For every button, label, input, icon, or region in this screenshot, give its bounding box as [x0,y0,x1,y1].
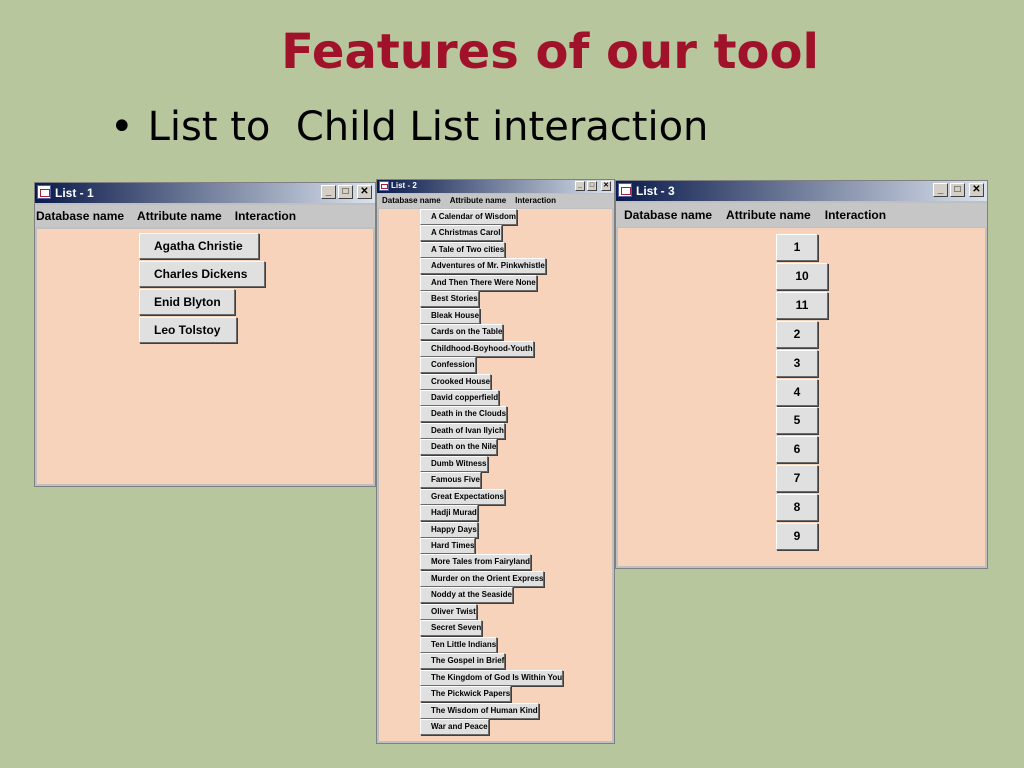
list-item-button[interactable]: Crooked House [420,374,491,390]
bullet-text: List to Child List interaction [147,104,709,150]
list-item-button[interactable]: Murder on the Orient Express [420,571,544,587]
title-bar[interactable] [377,180,614,193]
list-item-button[interactable]: And Then There Were None [420,275,537,291]
window-list-3 [615,180,988,569]
bullet-symbol: • [110,104,134,150]
list-item-button[interactable]: More Tales from Fairyland [420,554,531,570]
list-area [379,209,612,741]
list-item-button[interactable]: Childhood-Boyhood-Youth [420,341,534,357]
list-item-button[interactable]: 5 [776,407,818,434]
list-item-button[interactable]: Confession [420,357,476,373]
list-item-button[interactable]: Ten Little Indians [420,637,497,653]
list-item-button[interactable]: Happy Days [420,522,478,538]
window-list-2 [376,179,615,744]
window-title: List - 1 [55,186,94,200]
list-item-button[interactable]: Hard Times [420,538,475,554]
menu-attribute-name[interactable]: Attribute name [449,196,507,205]
title-bar[interactable] [35,183,375,203]
menu-interaction[interactable]: Interaction [824,208,887,222]
menu-bar [377,194,614,208]
app-icon [379,181,389,191]
menu-database-name[interactable]: Database name [36,209,125,223]
list-item-button[interactable]: Bleak House [420,308,480,324]
list-item-button[interactable]: 9 [776,523,818,550]
list-item-button[interactable]: 1 [776,234,818,261]
list-area [37,229,373,484]
window-title: List - 3 [636,184,675,198]
window-title: List - 2 [391,181,417,190]
close-button[interactable]: ✕ [357,185,372,199]
menu-database-name[interactable]: Database name [382,196,441,205]
maximize-button[interactable]: □ [338,185,353,199]
list-item-button[interactable]: 4 [776,379,818,406]
list-item-button[interactable]: A Tale of Two cities [420,242,505,258]
app-icon [37,185,51,199]
close-button[interactable]: ✕ [969,183,984,197]
list-item-button[interactable]: Death in the Clouds [420,406,507,422]
list-item-button[interactable]: The Kingdom of God Is Within You [420,670,563,686]
list-item-button[interactable]: The Wisdom of Human Kind [420,703,539,719]
list-item-button[interactable]: Oliver Twist [420,604,477,620]
list-item-button[interactable]: Death of Ivan Ilyich [420,423,505,439]
menu-bar [35,205,375,227]
minimize-button[interactable]: _ [933,183,948,197]
menu-attribute-name[interactable]: Attribute name [726,208,811,222]
bullet-point [110,104,708,150]
close-button[interactable]: ✕ [601,181,611,191]
list-item-button[interactable]: 3 [776,350,818,377]
list-item-button[interactable]: Hadji Murad [420,505,478,521]
list-item-button[interactable]: Charles Dickens [139,261,265,287]
menu-bar [616,203,987,227]
list-item-button[interactable]: A Christmas Carol [420,225,502,241]
maximize-button[interactable]: □ [950,183,965,197]
slide-title: Features of our tool [281,24,819,80]
list-item-button[interactable]: War and Peace [420,719,489,735]
maximize-button[interactable]: □ [587,181,597,191]
window-list-1 [34,182,376,487]
list-item-button[interactable]: The Pickwick Papers [420,686,511,702]
list-item-button[interactable]: Adventures of Mr. Pinkwhistle [420,258,546,274]
menu-attribute-name[interactable]: Attribute name [137,209,222,223]
list-item-button[interactable]: 11 [776,292,828,319]
list-item-button[interactable]: 2 [776,321,818,348]
menu-database-name[interactable]: Database name [624,208,713,222]
list-item-button[interactable]: A Calendar of Wisdom [420,209,517,225]
list-item-button[interactable]: David copperfield [420,390,499,406]
list-item-button[interactable]: Secret Seven [420,620,482,636]
list-item-button[interactable]: Death on the Nile [420,439,497,455]
list-item-button[interactable]: 8 [776,494,818,521]
list-item-button[interactable]: Cards on the Table [420,324,503,340]
menu-interaction[interactable]: Interaction [515,196,557,205]
list-item-button[interactable]: 6 [776,436,818,463]
list-area [618,228,985,566]
app-icon [618,183,632,197]
list-item-button[interactable]: Enid Blyton [139,289,235,315]
list-item-button[interactable]: Best Stories [420,291,479,307]
minimize-button[interactable]: _ [321,185,336,199]
minimize-button[interactable]: _ [575,181,585,191]
list-item-button[interactable]: Dumb Witness [420,456,488,472]
title-bar[interactable] [616,181,987,201]
menu-interaction[interactable]: Interaction [234,209,297,223]
list-item-button[interactable]: Leo Tolstoy [139,317,237,343]
list-item-button[interactable]: Agatha Christie [139,233,259,259]
list-item-button[interactable]: Noddy at the Seaside [420,587,513,603]
list-item-button[interactable]: Famous Five [420,472,481,488]
list-item-button[interactable]: 7 [776,465,818,492]
list-item-button[interactable]: 10 [776,263,828,290]
list-item-button[interactable]: The Gospel in Brief [420,653,505,669]
list-item-button[interactable]: Great Expectations [420,489,505,505]
